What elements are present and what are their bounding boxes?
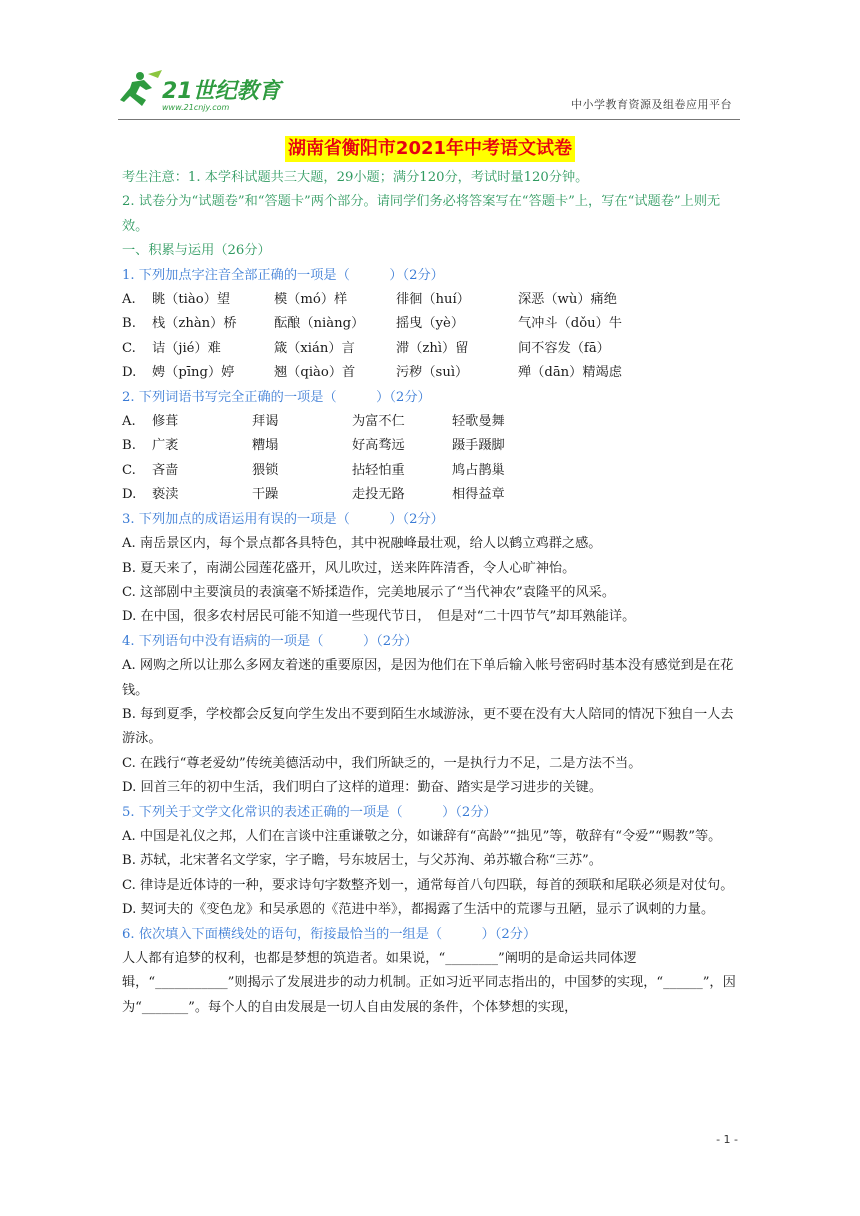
option-letter: C. (122, 340, 136, 356)
question-6-stem: 6. 依次填入下面横线处的语句，衔接最恰当的一组是（ ）（2分） (122, 926, 537, 942)
option-item: 深恶（wù）痛绝 (518, 292, 617, 308)
q3-option-b: B. 夏天来了，南湖公园莲花盛开，风儿吹过，送来阵阵清香，令人心旷神怡。 (122, 560, 576, 576)
platform-name: 中小学教育资源及组卷应用平台 (571, 98, 732, 111)
q3-option-a: A. 南岳景区内，每个景点都各具特色，其中祝融峰最壮观，给人以鹤立鸡群之感。 (122, 536, 602, 552)
q5-option-c: C. 律诗是近体诗的一种，要求诗句字数整齐划一，通常每首八句四联，每首的颈联和尾联必须是对仗句。 (122, 877, 734, 893)
option-item: 酝酿（niàng） (274, 316, 365, 332)
q2-option-row (122, 410, 742, 434)
option-letter: A. (122, 292, 136, 308)
q5-option-a: A. 中国是礼仪之邦，人们在言谈中注重谦敬之分，如谦辞有“高龄”“拙见”等，敬辞有“令爱”“赐教”等。 (122, 828, 722, 844)
option-item: 好高骛远 (352, 438, 405, 454)
option-item: 干躁 (252, 487, 279, 503)
option-item: 徘徊（huí） (396, 292, 470, 308)
option-item: 糟塌 (252, 438, 279, 454)
option-item: 广袤 (152, 438, 179, 454)
question-3-stem: 3. 下列加点的成语运用有误的一项是（ ）（2分） (122, 511, 444, 527)
option-item: 拈轻怕重 (352, 462, 405, 478)
q4-option-a: A. 网购之所以让那么多网友着迷的重要原因，是因为他们在下单后输入帐号密码时基本没有感觉到是在花钱。 (122, 658, 734, 698)
q1-option-row (122, 288, 742, 312)
title-container (0, 136, 860, 162)
option-item: 摇曳（yè） (396, 316, 465, 332)
q4-option-d: D. 回首三年的初中生活，我们明白了这样的道理：勤奋、踏实是学习进步的关键。 (122, 780, 603, 796)
option-item: 间不容发（fā） (518, 340, 610, 356)
logo-url: www.21cnjy.com (162, 103, 230, 112)
question-1-stem: 1. 下列加点字注音全部正确的一项是（ ）（2分） (122, 267, 444, 283)
option-letter: C. (122, 462, 136, 478)
option-item: 鸠占鹊巢 (452, 462, 505, 478)
page-number: - 1 - (716, 1133, 738, 1146)
option-item: 吝啬 (152, 462, 179, 478)
page-header (118, 66, 740, 122)
option-item: 气冲斗（dǒu）牛 (518, 316, 622, 332)
option-item: 模（mó）样 (274, 292, 348, 308)
option-item: 亵渎 (152, 487, 179, 503)
option-letter: D. (122, 487, 137, 503)
option-item: 栈（zhàn）桥 (152, 316, 237, 332)
notice-line-1: 考生注意：1. 本学科试题共三大题，29小题；满分120分，考试时量120分钟。 (122, 170, 589, 185)
option-item: 为富不仁 (352, 414, 405, 430)
q2-option-row (122, 434, 742, 458)
q1-option-row (122, 337, 742, 361)
option-letter: B. (122, 438, 136, 454)
option-item: 翘（qiào）首 (274, 365, 356, 381)
option-item: 走投无路 (352, 487, 405, 503)
q5-option-b: B. 苏轼，北宋著名文学家，字子瞻，号东坡居士，与父苏洵、弟苏辙合称“三苏”。 (122, 853, 602, 869)
section-heading: 一、积累与运用（26分） (122, 243, 271, 259)
q2-option-row (122, 483, 742, 507)
q5-option-d: D. 契诃夫的《变色龙》和吴承恩的《范进中举》，都揭露了生活中的荒谬与丑陋，显示了讽刺的力量。 (122, 902, 715, 918)
option-letter: D. (122, 365, 137, 381)
option-item: 猥锁 (252, 462, 279, 478)
q1-option-row (122, 361, 742, 385)
option-item: 蹑手蹑脚 (452, 438, 505, 454)
q6-passage: 人人都有追梦的权利，也都是梦想的筑造者。如果说，“________”阐明的是命运共同体逻辑，“___________”则揭示了发展进步的动力机制。正如习近平同志指出的，中国梦的实现，“______”，因为“_______”。每个人的自由发展是一切人自由发展的条件，个体梦想的实现， (122, 951, 736, 1015)
q4-option-b: B. 每到夏季，学校都会反复向学生发出不要到陌生水域游泳，更不要在没有大人陪同的情况下独自一人去游泳。 (122, 706, 734, 747)
option-item: 殚（dān）精竭虑 (518, 365, 622, 381)
option-item: 轻歌曼舞 (452, 414, 505, 430)
option-item: 滞（zhì）留 (396, 340, 469, 356)
q1-option-row (122, 312, 742, 336)
option-item: 相得益章 (452, 487, 505, 503)
option-letter: B. (122, 316, 136, 332)
notice-line-2: 2. 试卷分为“试题卷”和“答题卡”两个部分。请同学们务必将答案写在“答题卡”上，写在“试题卷”上则无效。 (122, 194, 721, 234)
exam-content (122, 166, 742, 1020)
option-item: 污秽（suì） (396, 365, 469, 381)
option-letter: A. (122, 414, 136, 430)
q3-option-d: D. 在中国，很多农村居民可能不知道一些现代节日， 但是对“二十四节气”却耳熟能详。 (122, 609, 636, 625)
option-item: 箴（xián）言 (274, 340, 355, 356)
question-2-stem: 2. 下列词语书写完全正确的一项是（ ）（2分） (122, 389, 431, 405)
header-divider (118, 119, 740, 120)
logo-text: 21世纪教育 (162, 79, 281, 104)
site-logo (118, 66, 288, 114)
question-5-stem: 5. 下列关于文学文化常识的表述正确的一项是（ ）（2分） (122, 804, 497, 820)
page-title: 湖南省衡阳市2021年中考语文试卷 (285, 136, 575, 162)
option-item: 诘（jié）难 (152, 340, 221, 356)
option-item: 娉（pīng）婷 (152, 365, 235, 381)
option-item: 眺（tiào）望 (152, 292, 231, 308)
q2-option-row (122, 459, 742, 483)
option-item: 拜谒 (252, 414, 279, 430)
option-item: 修葺 (152, 414, 179, 430)
q3-option-c: C. 这部剧中主要演员的表演毫不矫揉造作，完美地展示了“当代神农”袁隆平的风采。 (122, 584, 616, 600)
question-4-stem: 4. 下列语句中没有语病的一项是（ ）（2分） (122, 633, 418, 649)
q4-option-c: C. 在践行“尊老爱幼”传统美德活动中，我们所缺乏的，一是执行力不足，二是方法不当。 (122, 755, 642, 771)
